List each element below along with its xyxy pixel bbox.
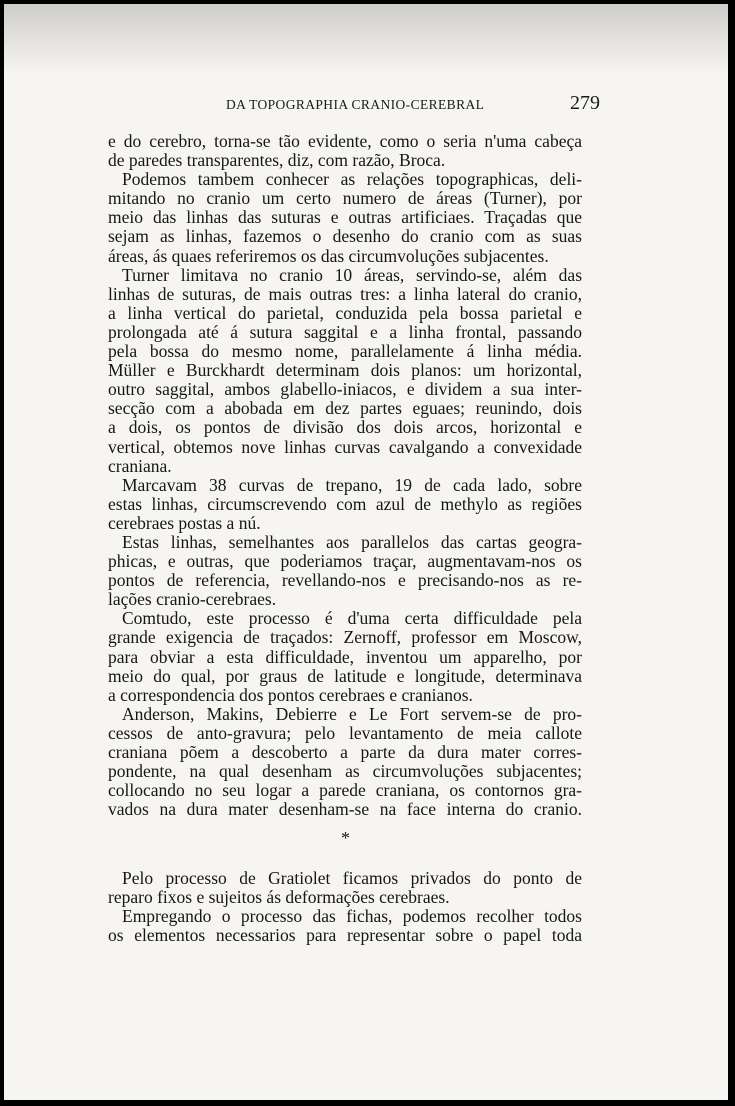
text-line: pondente, na qual desenham as circumvoluções subjacentes; bbox=[108, 761, 582, 782]
text-line: phicas, e outras, que poderiamos traçar, augmentavam-nos os bbox=[108, 551, 582, 572]
text-line: craniana põem a descoberto a parte da dura mater corres- bbox=[108, 742, 582, 762]
text-line: craniana. bbox=[108, 455, 172, 476]
text-line: lações cranio-cerebraes. bbox=[108, 589, 277, 610]
text-line: Anderson, Makins, Debierre e Le Fort servem-se de pro- bbox=[122, 703, 582, 724]
section-separator: * bbox=[341, 828, 350, 848]
text-line: estas linhas, circumscrevendo com azul de methylo as regiões bbox=[108, 493, 582, 514]
body-text bbox=[108, 132, 582, 819]
text-line: meio das linhas das suturas e outras artificiaes. Traçadas que bbox=[108, 207, 582, 228]
text-line: para obviar a esta difficuldade, inventou um apparelho, por bbox=[108, 646, 582, 667]
text-line: cerebraes postas a nú. bbox=[108, 512, 261, 533]
page-number: 279 bbox=[570, 92, 600, 114]
page-header bbox=[226, 92, 602, 116]
body-text-continued bbox=[108, 869, 582, 945]
text-line: a linha vertical do parietal, conduzida pela bossa parietal e bbox=[108, 302, 582, 323]
text-line: a correspondencia dos pontos cerebraes e cranianos. bbox=[108, 684, 473, 705]
text-line: Marcavam 38 curvas de trepano, 19 de cada lado, sobre bbox=[122, 474, 582, 495]
text-line: linhas de suturas, de mais outras tres: a linha lateral do cranio, bbox=[108, 283, 582, 304]
text-line: Müller e Burckhardt determinam dois planos: um horizontal, bbox=[108, 360, 582, 381]
text-line: de paredes transparentes, diz, com razão, Broca. bbox=[108, 150, 446, 171]
text-line: vados na dura mater desenham-se na face interna do cranio. bbox=[108, 799, 582, 820]
text-line: prolongada até á sutura saggital e a linha frontal, passando bbox=[108, 321, 582, 342]
text-line: reparo fixos e sujeitos ás deformações cerebraes. bbox=[108, 887, 450, 908]
text-line: Empregando o processo das fichas, podemos recolher todos bbox=[122, 906, 582, 927]
text-line: os elementos necessarios para representar sobre o papel toda bbox=[108, 925, 582, 946]
text-line: grande exigencia de traçados: Zernoff, professor em Moscow, bbox=[108, 627, 582, 648]
text-line: Turner limitava no cranio 10 áreas, servindo-se, além das bbox=[122, 264, 582, 285]
text-line: pontos de referencia, revellando-nos e precisando-nos as re- bbox=[108, 570, 582, 591]
text-line: Pelo processo de Gratiolet ficamos privados do ponto de bbox=[122, 868, 582, 888]
text-line: secção com a abobada em dez partes eguaes; reunindo, dois bbox=[108, 398, 582, 419]
text-line: vertical, obtemos nove linhas curvas cavalgando a convexidade bbox=[108, 436, 582, 457]
text-line: Estas linhas, semelhantes aos parallelos das cartas geogra- bbox=[122, 531, 582, 552]
text-line: collocando no seu logar a parede craniana, os contornos gra- bbox=[108, 780, 582, 801]
text-line: pela bossa do mesmo nome, parallelamente á linha média. bbox=[108, 341, 582, 362]
text-line: Podemos tambem conhecer as relações topographicas, deli- bbox=[122, 169, 582, 190]
book-page bbox=[4, 4, 728, 1100]
text-line: e do cerebro, torna-se tão evidente, como o seria n'uma cabeça bbox=[108, 131, 582, 151]
text-line: outro saggital, ambos glabello-iniacos, e dividem a sua inter- bbox=[108, 379, 582, 400]
text-line: sejam as linhas, fazemos o desenho do cranio com as suas bbox=[108, 226, 582, 247]
text-line: a dois, os pontos de divisão dos dois arcos, horizontal e bbox=[108, 417, 582, 438]
text-line: mitando no cranio um certo numero de áreas (Turner), por bbox=[108, 188, 582, 209]
running-head: DA TOPOGRAPHIA CRANIO-CEREBRAL bbox=[226, 97, 485, 112]
text-line: áreas, ás quaes referiremos os das circumvoluções subjacentes. bbox=[108, 245, 549, 266]
text-line: cessos de anto-gravura; pelo levantamento de meia callote bbox=[108, 722, 582, 743]
text-line: Comtudo, este processo é d'uma certa difficuldade pela bbox=[122, 608, 582, 629]
text-line: meio do qual, por graus de latitude e longitude, determinava bbox=[108, 665, 582, 686]
